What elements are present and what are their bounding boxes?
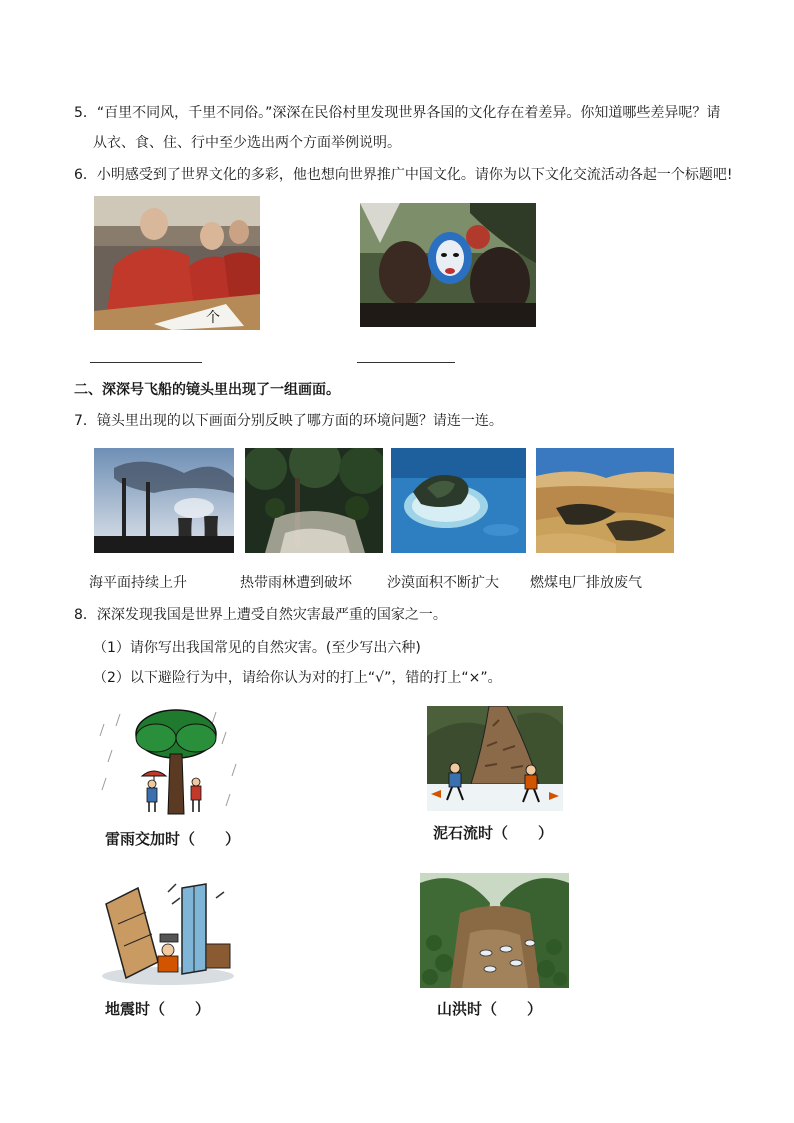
calligraphy-char: 个	[206, 310, 220, 326]
q7-label-sea-level: 海平面持续上升	[89, 575, 187, 591]
thunderstorm-illustration	[98, 704, 243, 816]
opera-mask-photo	[360, 203, 536, 327]
caption-thunderstorm[interactable]: 雷雨交加时（ ）	[105, 830, 241, 848]
q6-title-blank-1[interactable]	[90, 362, 202, 363]
calligraphy-photo	[94, 196, 260, 330]
q7-label-rainforest: 热带雨林遭到破坏	[240, 575, 352, 591]
island-sea-photo	[391, 448, 526, 553]
section2-title: 二、深深号飞船的镜头里出现了一组画面。	[74, 382, 340, 398]
caption-flash-flood[interactable]: 山洪时（ ）	[437, 1000, 543, 1018]
desert-photo	[536, 448, 674, 553]
flash-flood-illustration	[420, 873, 569, 988]
caption-earthquake[interactable]: 地震时（ ）	[105, 1000, 211, 1018]
q8-text: 8．深深发现我国是世界上遭受自然灾害最严重的国家之一。	[74, 607, 447, 623]
power-plant-photo	[94, 448, 234, 553]
q8-sub2: （2）以下避险行为中，请给你认为对的打上“√”，错的打上“×”。	[93, 670, 502, 686]
mudslide-illustration	[427, 706, 563, 811]
q5-line1: 5．“百里不同风，千里不同俗。”深深在民俗村里发现世界各国的文化存在着差异。你知道哪些差异呢？请	[74, 105, 721, 121]
q6-text: 6．小明感受到了世界文化的多彩，他也想向世界推广中国文化。请你为以下文化交流活动各起一个标题吧!	[74, 167, 733, 183]
q7-label-emissions: 燃煤电厂排放废气	[530, 575, 642, 591]
earthquake-illustration	[98, 874, 236, 986]
q7-text: 7．镜头里出现的以下画面分别反映了哪方面的环境问题？请连一连。	[74, 413, 503, 429]
caption-mudslide[interactable]: 泥石流时（ ）	[433, 824, 554, 842]
q7-label-desert: 沙漠面积不断扩大	[387, 575, 499, 591]
q8-sub1: （1）请你写出我国常见的自然灾害。(至少写出六种)	[93, 640, 421, 656]
q6-title-blank-2[interactable]	[357, 362, 455, 363]
q5-line2: 从衣、食、住、行中至少选出两个方面举例说明。	[93, 135, 401, 151]
rainforest-photo	[245, 448, 383, 553]
